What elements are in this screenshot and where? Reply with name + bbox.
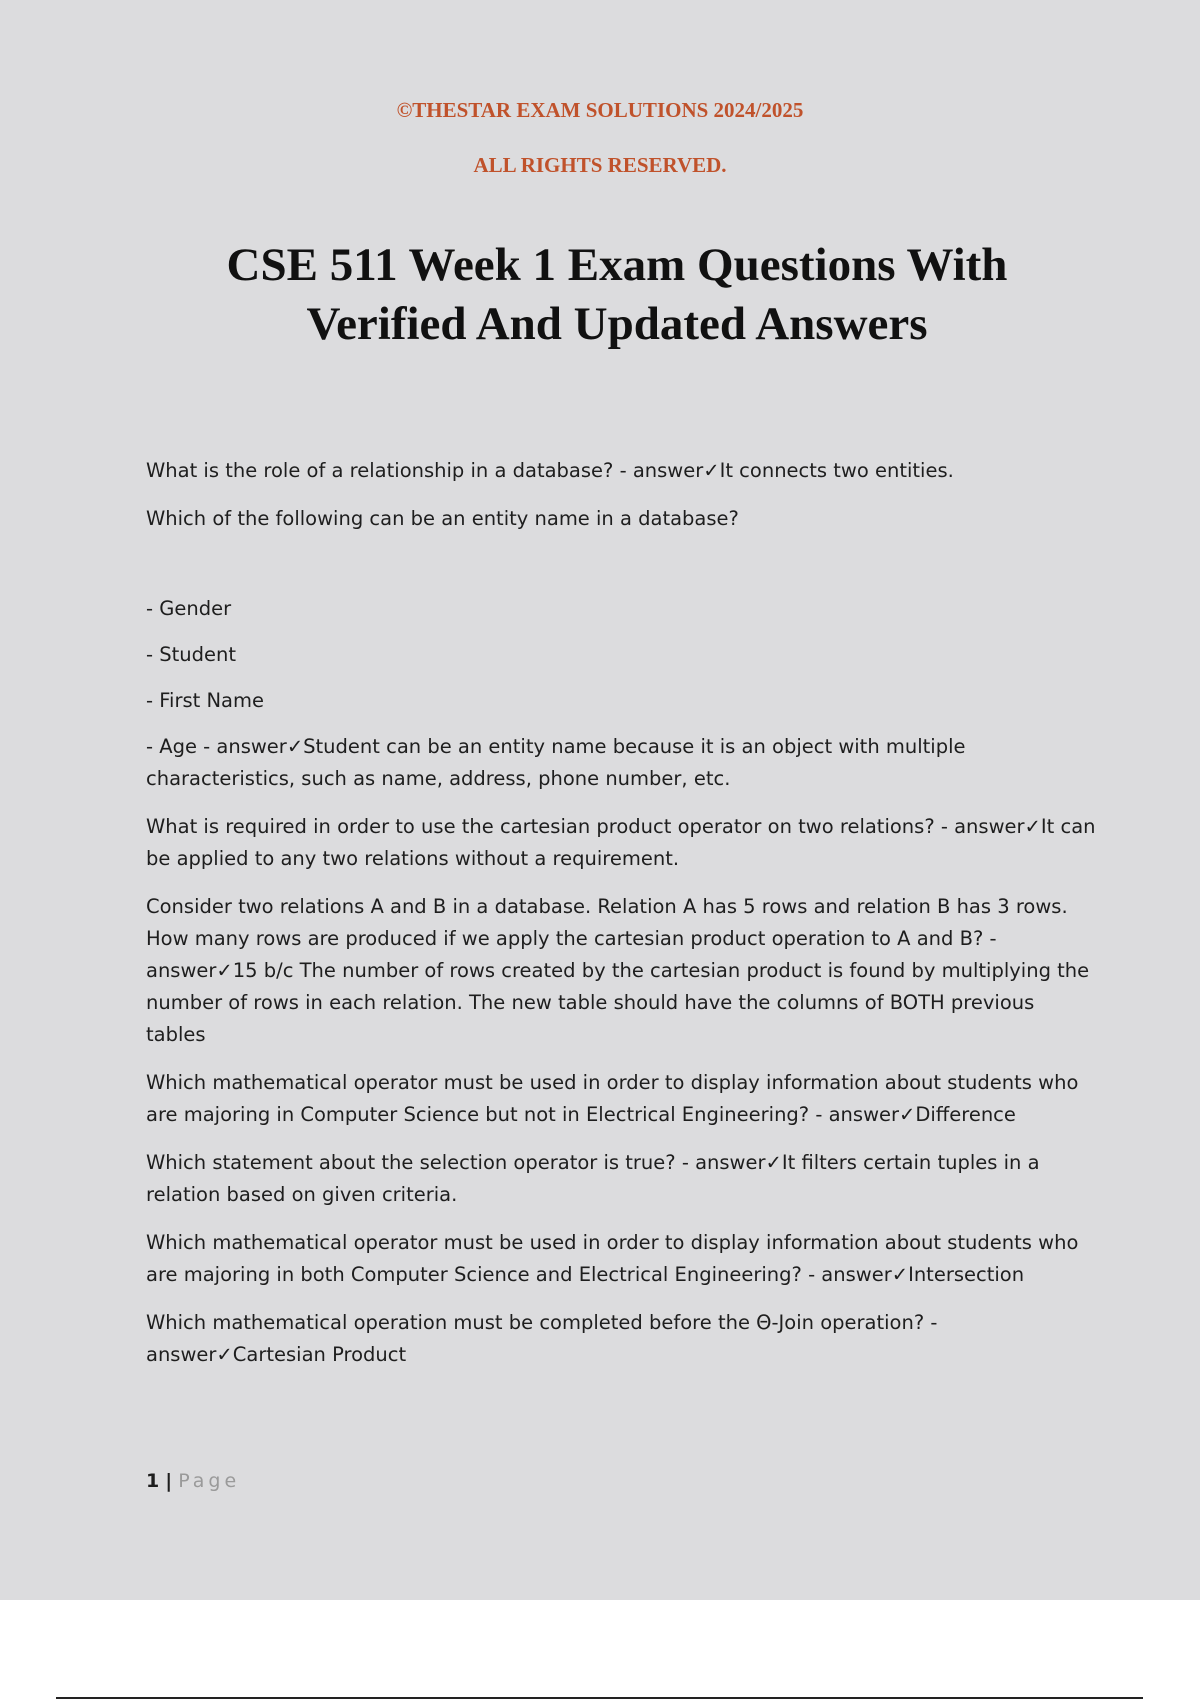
copyright-header: ©THESTAR EXAM SOLUTIONS 2024/2025	[396, 98, 804, 122]
option-item: - Gender	[146, 597, 232, 620]
qa-paragraph: Which mathematical operator must be used in order to display information about students who are majoring in Computer Science but not in Electrical Engineering? - answer✓Difference	[146, 1071, 1079, 1126]
title-line-2: Verified And Updated Answers	[306, 298, 928, 350]
bottom-rule	[56, 1697, 1143, 1699]
qa-content	[146, 455, 1096, 1387]
page-label: Page	[178, 1470, 241, 1492]
qa-paragraph: Which statement about the selection operator is true? - answer✓It filters certain tuples in a relation based on given criteria.	[146, 1151, 1040, 1206]
page-footer	[146, 1470, 240, 1492]
qa-paragraph: Which mathematical operator must be used in order to display information about students who are majoring in both Computer Science and Electrical Engineering? - answer✓Intersection	[146, 1231, 1079, 1286]
option-item: - First Name	[146, 689, 264, 712]
qa-paragraph: Consider two relations A and B in a database. Relation A has 5 rows and relation B has 3 rows. How many rows are produced if we apply the cartesian product operation to A and B? - answer✓15 b/c The number of rows created by the cartesian product is found by multiplying the number of rows in each relation. The new table should have the columns of BOTH previous tables	[146, 895, 1090, 1046]
option-item: - Student	[146, 643, 236, 666]
qa-paragraph: What is the role of a relationship in a database? - answer✓It connects two entities.	[146, 459, 954, 482]
footer-separator: |	[165, 1470, 173, 1492]
document-title	[100, 236, 1134, 354]
qa-paragraph: Which mathematical operation must be completed before the Θ-Join operation? - answer✓Cartesian Product	[146, 1311, 938, 1366]
qa-paragraph: What is required in order to use the cartesian product operator on two relations? - answer✓It can be applied to any two relations without a requirement.	[146, 815, 1096, 870]
title-line-1: CSE 511 Week 1 Exam Questions With	[226, 239, 1008, 291]
qa-paragraph: Which of the following can be an entity name in a database?	[146, 507, 739, 530]
page-number: 1	[146, 1470, 160, 1492]
qa-paragraph: - Age - answer✓Student can be an entity name because it is an object with multiple characteristics, such as name, address, phone number, etc.	[146, 735, 966, 790]
rights-header: ALL RIGHTS RESERVED.	[473, 153, 727, 177]
